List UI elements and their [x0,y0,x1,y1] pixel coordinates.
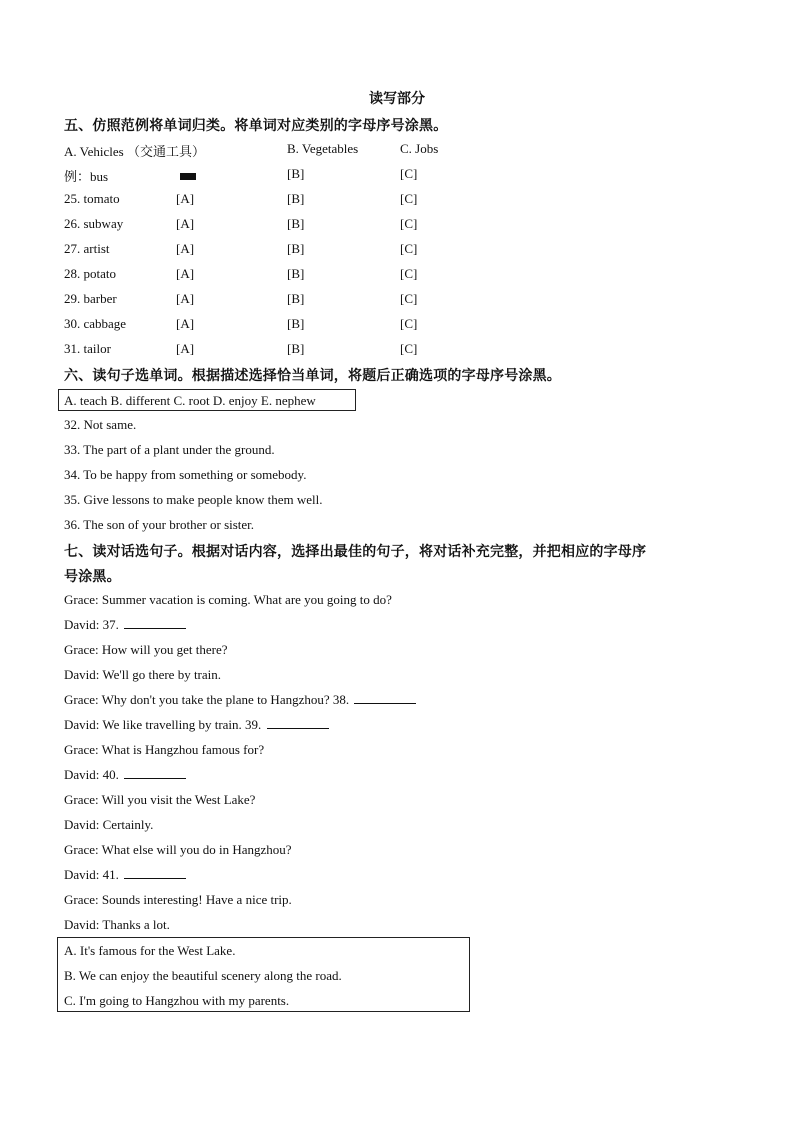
dialogue-line [64,892,292,908]
dialogue-text: Grace: Sounds interesting! Have a nice trip. [64,892,292,907]
section7-heading-line2: 号涂黑。 [64,569,121,585]
question-item: 33. The part of a plant under the ground. [64,442,275,457]
answer-option-c: [C] [400,191,418,206]
category-jobs: C. Jobs [400,141,439,156]
dialogue-line [64,592,392,608]
answer-option-b: [B] [287,241,305,256]
answer-option-b: [B] [287,166,305,181]
dialogue-text: Grace: Why don't you take the plane to Hangzhou? 38. [64,692,353,707]
word-item: 28. potato [64,266,116,281]
dialogue-text: David: 37. [64,617,123,632]
option-c: C. I'm going to Hangzhou with my parents. [64,993,290,1008]
dialogue-text: David: We'll go there by train. [64,667,222,682]
dialogue-text: David: 40. [64,767,123,782]
answer-blank[interactable] [267,717,329,729]
word-item: 31. tailor [64,341,111,356]
word-item: 例：bus [64,169,109,184]
answer-option-c: [C] [400,341,418,356]
dialogue-line [64,817,153,833]
answer-blank[interactable] [124,767,186,779]
dialogue-text: Grace: Summer vacation is coming. What are you going to do? [64,592,392,607]
dialogue-line [64,742,264,758]
word-bank-box [58,389,356,411]
answer-blank[interactable] [354,692,416,704]
answer-option-a: [A] [176,341,195,356]
answer-option-a: [A] [176,266,195,281]
answer-option-a: [A] [176,191,195,206]
category-vehicles: A. Vehicles （交通工具） [64,144,205,159]
dialogue-text: David: We like travelling by train. 39. [64,717,265,732]
answer-option-c: [C] [400,291,418,306]
answer-option-b: [B] [287,291,305,306]
filled-box [180,173,196,180]
word-item: 26. subway [64,216,124,231]
option-a: A. It's famous for the West Lake. [64,943,236,958]
filled-answer-mark [180,168,196,184]
option-b: B. We can enjoy the beautiful scenery along the road. [64,968,342,983]
answer-option-c: [C] [400,241,418,256]
dialogue-line [64,717,329,733]
dialogue-line [64,617,186,633]
answer-blank[interactable] [124,867,186,879]
options-box [57,937,470,1012]
dialogue-text: David: Thanks a lot. [64,917,170,932]
answer-option-c: [C] [400,316,418,331]
question-item: 32. Not same. [64,417,137,432]
word-bank: A. teach B. different C. root D. enjoy E. nephew [64,393,316,408]
answer-option-c: [C] [400,216,418,231]
answer-option-b: [B] [287,216,305,231]
answer-option-c: [C] [400,266,418,281]
section5-heading: 五、仿照范例将单词归类。将单词对应类别的字母序号涂黑。 [64,118,448,134]
word-item: 25. tomato [64,191,120,206]
page-title: 读写部分 [369,92,425,107]
answer-option-b: [B] [287,191,305,206]
dialogue-line [64,692,416,708]
answer-option-b: [B] [287,316,305,331]
dialogue-line [64,642,228,658]
answer-blank[interactable] [124,617,186,629]
dialogue-line [64,917,170,933]
answer-option-a: [A] [176,291,195,306]
dialogue-line [64,767,186,783]
dialogue-text: David: Certainly. [64,817,154,832]
dialogue-line [64,842,292,858]
dialogue-line [64,867,186,883]
word-item: 27. artist [64,241,110,256]
answer-option-b: [B] [287,266,305,281]
dialogue-line [64,792,255,808]
section6-heading: 六、读句子选单词。根据描述选择恰当单词，将题后正确选项的字母序号涂黑。 [64,368,561,384]
question-item: 35. Give lessons to make people know them well. [64,492,323,507]
word-item: 29. barber [64,291,117,306]
dialogue-text: Grace: What else will you do in Hangzhou? [64,842,292,857]
dialogue-text: Grace: What is Hangzhou famous for? [64,742,265,757]
answer-option-c: [C] [400,166,418,181]
question-item: 36. The son of your brother or sister. [64,517,255,532]
answer-option-a: [A] [176,241,195,256]
dialogue-line [64,667,221,683]
dialogue-text: David: 41. [64,867,123,882]
section7-heading-line1: 七、读对话选句子。根据对话内容，选择出最佳的句子，将对话补充完整，并把相应的字母序 [64,544,647,560]
category-vegetables: B. Vegetables [287,141,359,156]
word-item: 30. cabbage [64,316,127,331]
dialogue-text: Grace: Will you visit the West Lake? [64,792,256,807]
dialogue-text: Grace: How will you get there? [64,642,228,657]
question-item: 34. To be happy from something or somebody. [64,467,307,482]
answer-option-a: [A] [176,216,195,231]
answer-option-b: [B] [287,341,305,356]
answer-option-a: [A] [176,316,195,331]
